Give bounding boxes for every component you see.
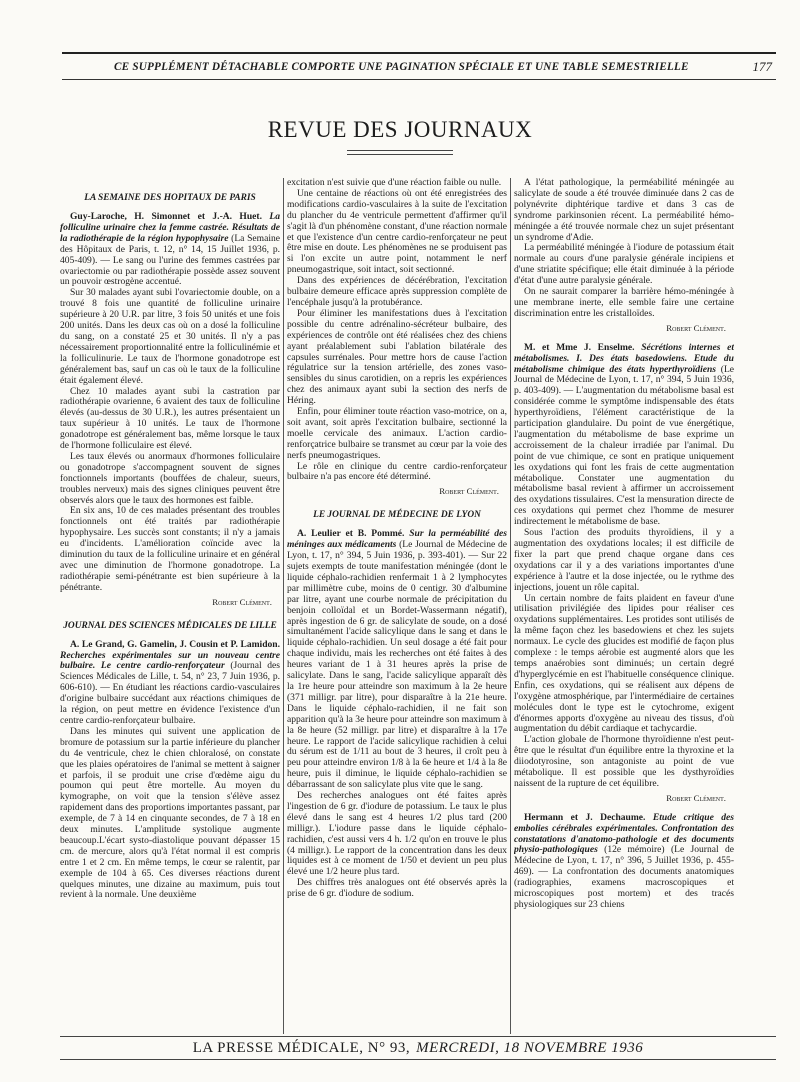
- article-lead: [60, 212, 280, 288]
- article-reference: (Le Journal de Médecine de Lyon, t. 17, n° 394, 5 Juin 1936, p. 393-401). — Sur 22 sujets exempts de toute manifestation méningée (dont le liquide céphalo-rachidien renfermait 1 à 2 lymphocytes par millimètre cube, moins de 0 centigr. 30 d'albumine par litre, ayant une courbe normale de précipitation du benjoin colloïdal et un Bordet-Wassermann négatif), après ingestion de 6 gr. de salicylate de soude, on a dosé simultanément l'acide salicylique dans le sang et dans le liquide céphalo-rachidien. Un seul dosage a été fait pour chaque individu, mais les recherches ont été faites à des heures variant de 1 à 31 heures après la prise de salicylate. Dans le sang, l'acide salicylique apparaît dès la 1re heure pour atteindre son maximum à la 2e heure (371 milligr. par litre), pour disparaître à la 21e heure. Dans le liquide céphalo-rachidien, il ne fait son apparition qu'à la 3e heure pour atteindre son maximum à la 8e heure (52 milligr. par litre) et disparaître à la 17e heure. Le rapport de l'acide salicylique rachidien à celui du sérum est de 1/11 au bout de 3 heures, il croît peu à peu pour atteindre environ 1/8 à la 6e heure et 1/4 à la 8e heure, puis il diminue, le liquide céphalo-rachidien se débarrassant de son salicylate plus vite que le sang.: [287, 539, 507, 791]
- article-title: Sécrétions internes et métabolismes. I. Des états basedowiens. Etude du métabolisme chimique des états hyperthyroïdiens: [514, 341, 734, 375]
- paragraph: L'action globale de l'hormone thyroïdienne n'est peut-être que le résultat d'un équilibre entre la thyroxine et la diiodotyrosine, son antagoniste au point de vue métabolique. Il est possible que les dysthyroïdies naissent de la rupture de cet équilibre.: [514, 734, 734, 789]
- article-title: Etude critique des embolies cérébrales expérimentales. Confrontation des constatations d'anatomo-pathologie et des documents physio-pathologiques: [514, 811, 734, 856]
- supplement-notice: CE SUPPLÉMENT DÉTACHABLE COMPORTE UNE PAGINATION SPÉCIALE ET UNE TABLE SEMESTRIELLE: [114, 60, 689, 73]
- page-footer: [60, 1036, 776, 1060]
- section-title: JOURNAL DES SCIENCES MÉDICALES DE LILLE: [63, 620, 277, 631]
- article-reference: (12e mémoire) (Le Journal de Médecine de Lyon, t. 17, n° 396, 5 Juillet 1936, p. 455-469). — La confrontation des documents anatomiques (radiographies, examens macroscopiques et microscopiques post mortem) et des tracés physiologiques sur 23 chiens: [514, 844, 734, 910]
- paragraph: Une centaine de réactions où ont été enregistrées des modifications cardio-vasculaires à la suite de l'excitation du plancher du 4e ventricule permettent d'affirmer qu'il s'agit là d'un phénomène constant, d'une réaction normale et que l'existence d'un centre cardio-renforçateur ne peut être mise en doute. Les phénomènes ne se produisent pas si l'on excite un autre point, notamment le nerf pneumogastrique, soit intact, soit sectionné.: [287, 187, 507, 276]
- column-divider-2: [510, 178, 511, 1034]
- page-number: 177: [752, 58, 772, 74]
- article-reference: (La Semaine des Hôpitaux de Paris, t. 12, n° 14, 15 Juillet 1936, p. 405-409). — Le sang ou l'urine des femmes castrées par ovariectomie ou par radiothérapie possède assez souvent un pouvoir œstrogène accentué.: [60, 232, 280, 288]
- signature: Robert Clément.: [439, 486, 499, 497]
- paragraph: Des recherches analogues ont été faites après l'ingestion de 6 gr. d'iodure de potassium. Le taux le plus élevé dans le sang est 4 heures 1/2 plus tard (200 milligr.). L'iodure passe dans le liquide céphalo-rachidien, c'est aussi vers 4 h. 1/2 qu'on en trouve le plus (4 milligr.). Le rapport de la concentration dans les deux liquides est à ce moment de 1/50 et devient un peu plus élevé une 1/2 heure plus tard.: [287, 790, 507, 878]
- paragraph: Pour éliminer les manifestations dues à l'excitation possible du centre adrénalino-sécréteur bulbaire, des expériences de contrôle ont été réalisées chez des chiens ayant préalablement subi l'ablation bilatérale des capsules surrénales. Pour mettre hors de cause l'action régulatrice sur la tension artérielle, des zones vaso-sensibles du sinus carotidien, on a repris les expériences chez des animaux ayant subi la section des nerfs de Héring.: [287, 307, 507, 407]
- article-title: Recherches expérimentales sur un nouveau centre bulbaire. Le centre cardio-renforçateur: [60, 649, 280, 672]
- article-authors: A. Le Grand, G. Gamelin, J. Cousin et P. Lamidon.: [70, 638, 280, 650]
- paragraph: Le rôle en clinique du centre cardio-renforçateur bulbaire n'a pas encore été déterminé.: [287, 460, 507, 483]
- article-reference: (Le Journal de Médecine de Lyon, t. 17, n° 394, 5 Juin 1936, p. 403-409). — L'augmentation du métabolisme basal est considérée comme le symptôme indispensable des états hyperthyroïdiens, l'élément caractéristique de la participation glandulaire. Du point de vue énergétique, l'augmentation du métabolisme de base exprime un accroissement de la chaleur irradiée par l'animal. Du point de vue chimique, ce sont en pratique uniquement les oxydations qui font les frais de cette augmentation métabolique. Constater une augmentation du métabolisme basal revient à affirmer un accroissement des oxydations tissulaires. C'est la mensuration directe de ces oxydations qui permet chez l'homme de mesurer indirectement le métabolisme de base.: [514, 363, 734, 528]
- paragraph: Sur 30 malades ayant subi l'ovariectomie double, on a trouvé 8 fois une quantité de folliculine urinaire supérieure à 20 U.R. par litre, 3 fois 50 unités et une fois 200 unités. Dans les deux cas où on a dosé la folliculine du sang, on a constaté 25 et 30 unités. Il n'y a pas nécessairement proportionnalité entre la folliculinémie et la folliculinurie. Le taux de l'hormone gonadotrope est généralement bas, sauf un cas où le taux de la folliculine était également élevé.: [60, 287, 280, 386]
- page-title: REVUE DES JOURNAUX: [267, 117, 533, 142]
- signature: Robert Clément.: [666, 792, 726, 803]
- paragraph: excitation n'est suivie que d'une réaction faible ou nulle.: [287, 178, 502, 188]
- article-lead: [60, 640, 280, 727]
- article-title: Sur la perméabilité des méninges aux médicaments: [287, 528, 507, 551]
- column-2: [287, 178, 507, 1034]
- article-lead: [287, 529, 507, 791]
- running-header: [62, 52, 776, 80]
- paragraph: Les taux élevés ou anormaux d'hormones folliculaire ou gonadotrope s'accompagnent souvent de signes fonctionnels importants (bouffées de chaleur, sueurs, troubles nerveux) mais des signes cliniques peuvent être observés alors que le taux des hormones est faible.: [60, 450, 280, 506]
- signature: Robert Clément.: [666, 322, 726, 333]
- paragraph: Dans les minutes qui suivent une application de bromure de potassium sur la partie inférieure du plancher du 4e ventricule, chez le chien chloralosé, on constate que les plaies opératoires de l'animal se mettent à saigner et parfois, il se produit une crise d'œdème aigu du poumon qui peut être mortelle. Au moyen du kymographe, on voit que la tension s'élève assez rapidement dans des proportions importantes passant, par exemple, de 7 à 14 en cinquante secondes, de 7 à 18 en deux minutes. L'amplitude systolique augmente beaucoup.L'écart systo-diastolique pouvant dépasser 15 cm. de mercure, alors qu'à l'état normal il est compris entre 1 et 2 cm. En même temps, le cœur se ralentit, par exemple de 104 à 65. Ces diverses réactions durent quelques minutes, une dizaine au maximum, puis tout revient à la normale. Une deuxième: [60, 725, 280, 901]
- section-title: LE JOURNAL DE MÉDECINE DE LYON: [313, 510, 481, 521]
- footer-journal: LA PRESSE MÉDICALE, N° 93,: [192, 1039, 411, 1056]
- paragraph: Un certain nombre de faits plaident en faveur d'une utilisation privilégiée des lipides pour réaliser ces oxydations supplémentaires. Les protides sont utilisés de la même façon chez les basedowiens et chez les sujets normaux. Le cycle des glucides est modifié de façon plus complexe : le temps aérobie est augmenté alors que les temps anaérobies sont diminués; un certain degré d'hyperglycémie en est l'habituelle conséquence clinique. Enfin, ces oxydations, qui se réalisent aux dépens de l'oxygène atmosphérique, par l'intermédiaire de certaines molécules dont le type est le cytochrome, exigent d'énormes apports d'oxygène au niveau des tissus, d'où augmentation du débit cardiaque et tachycardie.: [514, 592, 734, 735]
- article-authors: Hermann et J. Dechaume.: [524, 811, 646, 823]
- paragraph: Chez 10 malades ayant subi la castration par radiothérapie ovarienne, 6 avaient des taux de folliculine élevés (au-dessus de 30 U.R.), les autres présentaient un taux supérieur à 10 unités. Le taux de l'hormone gonadotrope est généralement bas, même lorsque le taux de l'hormone folliculaire est élevé.: [60, 385, 280, 452]
- paragraph: Sous l'action des produits thyroïdiens, il y a augmentation des oxydations locales; il est difficile de fixer la part que prend chaque organe dans ces oxydations car il y a des variations importantes d'une expérience à l'autre et la dose injectée, ou le rythme des injections, jouent un rôle capital.: [514, 527, 734, 593]
- article-title: La folliculine urinaire chez la femme castrée. Résultats de la radiothérapie de la région hypophysaire: [60, 211, 280, 244]
- article-lead: [514, 813, 734, 911]
- paragraph: On ne saurait comparer la barrière hémo-méningée à une membrane inerte, elle semble faire une certaine discrimination entre les cristalloïdes.: [514, 286, 734, 319]
- article-authors: A. Leulier et B. Pommé.: [297, 528, 405, 540]
- paragraph: A l'état pathologique, la perméabilité méningée au salicylate de soude a été trouvée diminuée dans 2 cas de polynévrite diphtérique tardive et dans 3 cas de syndrome parkinsonien récent. La perméabilité hémo-méningée a été trouvée normale chez un sujet présentant un syndrome d'Adie.: [514, 178, 734, 243]
- paragraph: Enfin, pour éliminer toute réaction vaso-motrice, on a, soit avant, soit après l'excitation bulbaire, sectionné la moelle cervicale des animaux. L'action cardio-renforçatrice bulbaire se transmet au cœur par la voie des nerfs pneumogastriques.: [287, 406, 507, 461]
- paragraph: La perméabilité méningée à l'iodure de potassium était normale au cours d'une paralysie générale incipiens et d'une striatite spécifique; elle était diminuée à la période d'état d'une autre paralysie générale.: [514, 242, 734, 287]
- column-3: [514, 178, 734, 1034]
- article-reference: (Journal des Sciences Médicales de Lille, t. 54, n° 23, 7 Juin 1936, p. 606-610). — En étudiant les réactions cardio-vasculaires d'origine bulbaire succédant aux réactions chimiques de la région, on peut mettre en évidence l'existence d'un centre cardio-renforçateur bulbaire.: [60, 660, 280, 726]
- signature: Robert Clément.: [212, 596, 272, 607]
- paragraph: En six ans, 10 de ces malades présentant des troubles fonctionnels ont été traités par radiothérapie hypophysaire. Les succès sont constants; il n'y a jamais eu d'incidents. L'amélioration coïncide avec la diminution du taux de la folliculine urinaire et en général avec une diminution de l'hormone gonadotrope. La radiothérapie semi-pénétrante est bien supérieure à la pénétrante.: [60, 505, 280, 593]
- column-divider-1: [283, 178, 284, 1034]
- title-underline: [347, 150, 453, 155]
- section-title: LA SEMAINE DES HOPITAUX DE PARIS: [84, 193, 256, 203]
- paragraph: Des chiffres très analogues ont été observés après la prise de 6 gr. d'iodure de sodium.: [287, 877, 507, 900]
- article-authors: Guy-Laroche, H. Simonnet et J.-A. Huet.: [70, 211, 262, 222]
- article-authors: M. et Mme J. Enselme.: [524, 341, 635, 353]
- paragraph: Dans des expériences de décérébration, l'excitation bulbaire demeure efficace après suppression complète de l'encéphale jusqu'à la protubérance.: [287, 275, 507, 308]
- footer-date: MERCREDI, 18 NOVEMBRE 1936: [416, 1039, 644, 1056]
- article-lead: [514, 343, 734, 528]
- column-1: [60, 192, 280, 1034]
